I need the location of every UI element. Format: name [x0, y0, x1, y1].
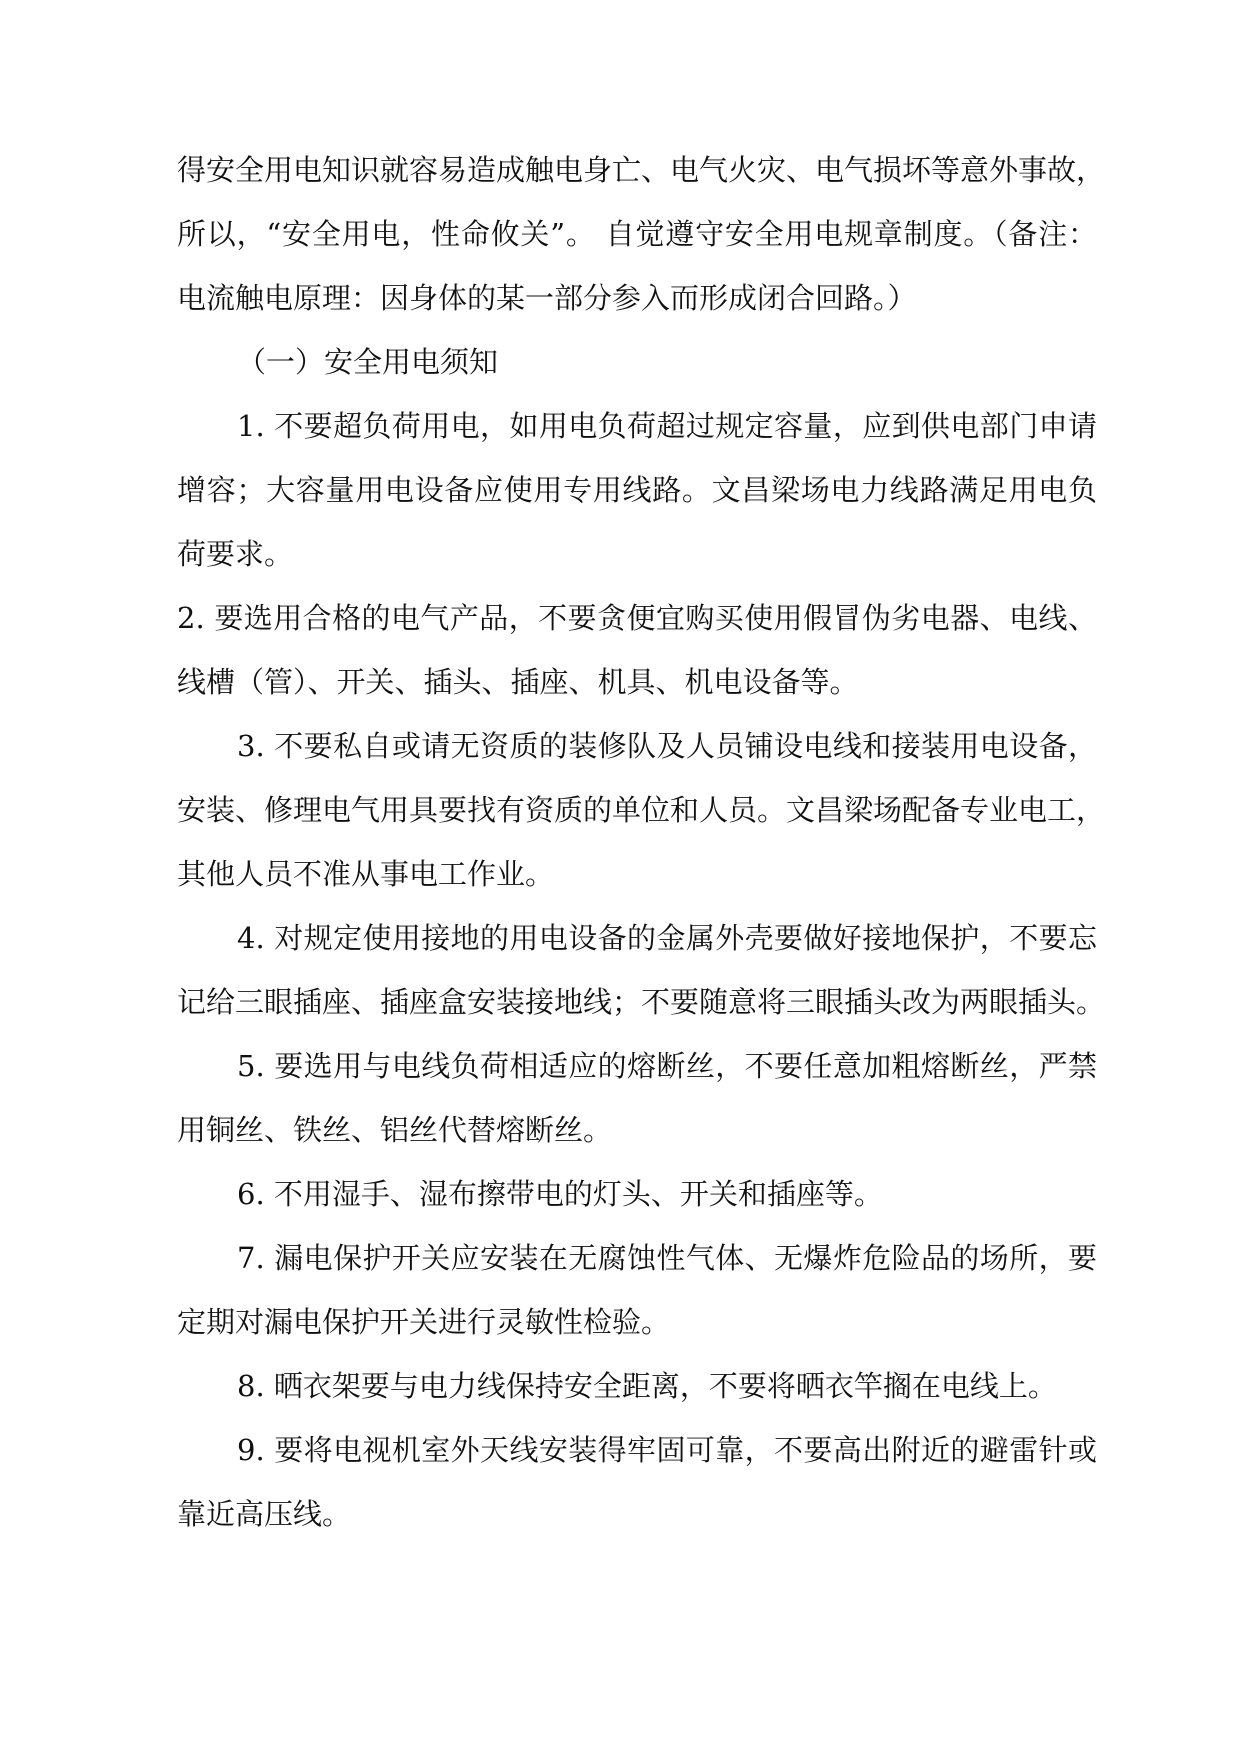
section-heading: （一）安全用电须知	[237, 345, 499, 379]
text-line: 线槽（管）、开关、插头、插座、机具、机电设备等。	[177, 665, 859, 699]
text-line: 8. 晒衣架要与电力线保持安全距离，不要将晒衣竿搁在电线上。	[237, 1369, 1057, 1403]
text-line: 靠近高压线。	[177, 1497, 352, 1531]
text-line: 6. 不用湿手、湿布擦带电的灯头、开关和插座等。	[237, 1177, 883, 1211]
text-line: 荷要求。	[177, 537, 294, 571]
text-line: 其他人员不准从事电工作业。	[177, 857, 555, 891]
text-line: 2. 要选用合格的电气产品，不要贪便宜购买使用假冒伪劣电器、电线、	[177, 601, 1097, 635]
text-line: 1. 不要超负荷用电，如用电负荷超过规定容量，应到供电部门申请	[237, 409, 1097, 443]
text-line: 4. 对规定使用接地的用电设备的金属外壳要做好接地保护，不要忘	[237, 921, 1097, 955]
text-line: 3. 不要私自或请无资质的装修队及人员铺设电线和接装用电设备，	[237, 729, 1097, 763]
text-line: 定期对漏电保护开关进行灵敏性检验。	[177, 1305, 671, 1339]
text-line: 用铜丝、铁丝、铝丝代替熔断丝。	[177, 1113, 613, 1147]
text-line: 7. 漏电保护开关应安装在无腐蚀性气体、无爆炸危险品的场所，要	[237, 1241, 1097, 1275]
text-line: 得安全用电知识就容易造成触电身亡、电气火灾、电气损坏等意外事故，	[177, 153, 1106, 187]
text-line: 5. 要选用与电线负荷相适应的熔断丝，不要任意加粗熔断丝，严禁	[237, 1049, 1097, 1083]
text-line: 所以，“安全用电，性命攸关”。 自觉遵守安全用电规章制度。（备注：	[177, 217, 1097, 251]
text-line: 9. 要将电视机室外天线安装得牢固可靠，不要高出附近的避雷针或	[237, 1433, 1097, 1467]
text-line: 记给三眼插座、插座盒安装接地线；不要随意将三眼插头改为两眼插头。	[177, 985, 1106, 1019]
text-line: 安装、修理电气用具要找有资质的单位和人员。文昌梁场配备专业电工，	[177, 793, 1106, 827]
text-line: 电流触电原理：因身体的某一部分参入而形成闭合回路。）	[177, 281, 917, 315]
text-line: 增容；大容量用电设备应使用专用线路。文昌梁场电力线路满足用电负	[177, 473, 1097, 507]
